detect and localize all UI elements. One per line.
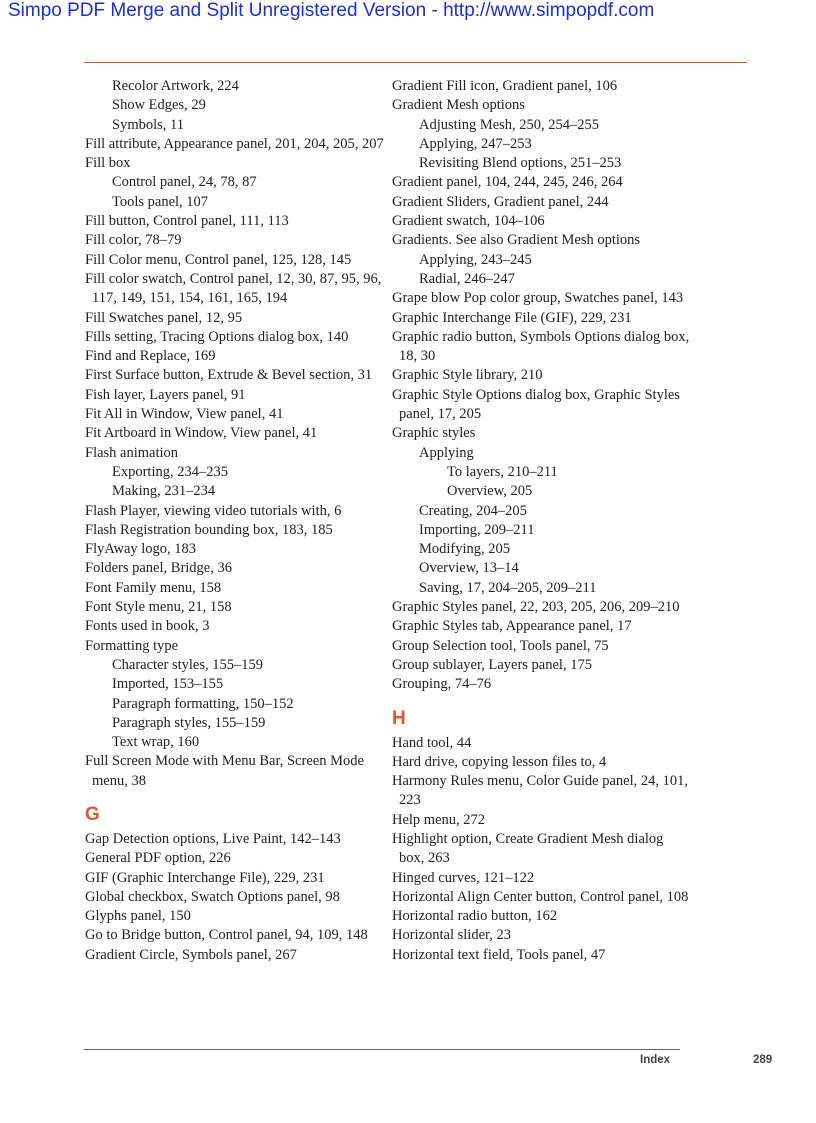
index-entry: Fill attribute, Appearance panel, 201, 204, 205, 207 xyxy=(85,135,384,152)
index-column-left xyxy=(85,77,385,965)
index-entry: Group Selection tool, Tools panel, 75 xyxy=(392,637,609,654)
index-entry: Graphic Styles panel, 22, 203, 205, 206, 209–210 xyxy=(392,599,680,616)
top-rule xyxy=(84,62,747,63)
index-subentry: Applying, 243–245 xyxy=(419,251,532,268)
index-subentry: Creating, 204–205 xyxy=(419,502,527,519)
index-entry: Flash Registration bounding box, 183, 185 xyxy=(85,521,333,538)
index-entry: General PDF option, 226 xyxy=(85,850,231,867)
index-entry: Flash animation xyxy=(85,444,179,461)
index-subentry: Making, 231–234 xyxy=(112,483,216,500)
index-subentry: Radial, 246–247 xyxy=(419,270,515,287)
index-entry: Gradients. See also Gradient Mesh options xyxy=(392,232,641,249)
index-subentry: Adjusting Mesh, 250, 254–255 xyxy=(419,116,600,133)
index-entry: Fills setting, Tracing Options dialog box, 140 xyxy=(85,328,349,345)
index-entry: Fit Artboard in Window, View panel, 41 xyxy=(85,425,318,442)
index-entry: Highlight option, Create Gradient Mesh dialog box, 263 xyxy=(392,830,664,867)
index-entry: Graphic Interchange File (GIF), 229, 231 xyxy=(392,309,632,326)
index-subentry: Tools panel, 107 xyxy=(112,193,209,210)
index-subentry: Exporting, 234–235 xyxy=(112,463,228,480)
index-entry: Go to Bridge button, Control panel, 94, 109, 148 xyxy=(85,927,368,944)
index-entry: Graphic Style library, 210 xyxy=(392,367,543,384)
section-letter-g: G xyxy=(85,803,100,825)
footer-section-label: Index xyxy=(640,1054,671,1066)
index-entry: Formatting type xyxy=(85,637,179,654)
index-subentry: Character styles, 155–159 xyxy=(112,656,264,673)
index-entry: Glyphs panel, 150 xyxy=(85,908,191,925)
index-entry: Find and Replace, 169 xyxy=(85,348,216,365)
index-entry: Global checkbox, Swatch Options panel, 98 xyxy=(85,888,340,905)
index-subentry: Modifying, 205 xyxy=(419,541,511,558)
index-subentry: Recolor Artwork, 224 xyxy=(112,78,239,94)
index-entry: Fish layer, Layers panel, 91 xyxy=(85,386,246,403)
index-entry: Flash Player, viewing video tutorials with, 6 xyxy=(85,502,342,519)
index-entry: Fit All in Window, View panel, 41 xyxy=(85,406,284,423)
index-entry: Harmony Rules menu, Color Guide panel, 24, 101, 223 xyxy=(392,773,688,809)
page-number: 289 xyxy=(753,1054,773,1066)
index-entry: Fill box xyxy=(85,155,131,172)
index-entry: Fill Swatches panel, 12, 95 xyxy=(85,309,243,326)
index-entry: Fill Color menu, Control panel, 125, 128, 145 xyxy=(85,251,352,268)
section-letter-h: H xyxy=(392,707,406,729)
index-entry: Hand tool, 44 xyxy=(392,734,472,751)
index-entry: Graphic Styles tab, Appearance panel, 17 xyxy=(392,618,632,635)
index-subentry: Saving, 17, 204–205, 209–211 xyxy=(419,579,597,596)
index-subentry: Show Edges, 29 xyxy=(112,97,206,114)
index-entry: Graphic styles xyxy=(392,425,476,442)
index-entry: Hard drive, copying lesson files to, 4 xyxy=(392,753,607,770)
index-entry: Help menu, 272 xyxy=(392,811,486,828)
index-entry: Folders panel, Bridge, 36 xyxy=(85,560,232,577)
index-entry: Horizontal radio button, 162 xyxy=(392,908,558,925)
index-entry: Horizontal slider, 23 xyxy=(392,927,512,944)
index-subentry: To layers, 210–211 xyxy=(447,463,558,480)
index-entry: Grouping, 74–76 xyxy=(392,676,492,693)
index-subentry: Applying, 247–253 xyxy=(419,135,532,152)
index-entry: Fill color, 78–79 xyxy=(85,232,182,249)
index-entry: Grape blow Pop color group, Swatches panel, 143 xyxy=(392,290,684,307)
index-column-right xyxy=(392,77,692,965)
index-entry: Font Family menu, 158 xyxy=(85,579,222,596)
index-entry: Fill color swatch, Control panel, 12, 30, 87, 95, 96, 117, 149, 151, 154, 161, 165, 194 xyxy=(85,270,382,307)
index-entry: GIF (Graphic Interchange File), 229, 231 xyxy=(85,869,325,886)
index-subentry: Text wrap, 160 xyxy=(112,734,200,751)
index-entry: Full Screen Mode with Menu Bar, Screen Mode menu, 38 xyxy=(85,753,364,789)
index-entry: Font Style menu, 21, 158 xyxy=(85,599,232,616)
index-entry: Gradient swatch, 104–106 xyxy=(392,213,545,230)
index-entry: Hinged curves, 121–122 xyxy=(392,869,535,886)
index-subentry: Paragraph formatting, 150–152 xyxy=(112,695,294,712)
index-entry: Gradient Fill icon, Gradient panel, 106 xyxy=(392,78,618,94)
footer-rule xyxy=(84,1049,680,1050)
index-entry: Gradient Sliders, Gradient panel, 244 xyxy=(392,193,609,210)
index-subentry: Applying xyxy=(419,444,474,461)
index-entry: Horizontal Align Center button, Control panel, 108 xyxy=(392,888,689,905)
index-subentry: Importing, 209–211 xyxy=(419,521,535,538)
index-subentry: Overview, 13–14 xyxy=(419,560,519,577)
index-subentry: Control panel, 24, 78, 87 xyxy=(112,174,257,191)
index-entry: Group sublayer, Layers panel, 175 xyxy=(392,656,592,673)
index-entry: Graphic radio button, Symbols Options dialog box, 18, 30 xyxy=(392,328,690,365)
index-entry: Gradient panel, 104, 244, 245, 246, 264 xyxy=(392,174,623,191)
index-entry: Graphic Style Options dialog box, Graphic Styles panel, 17, 205 xyxy=(392,386,680,423)
index-subentry: Symbols, 11 xyxy=(112,116,184,133)
index-subentry: Imported, 153–155 xyxy=(112,676,224,693)
watermark-banner: Simpo PDF Merge and Split Unregistered Version - http://www.simpopdf.com xyxy=(8,0,655,21)
index-entry: First Surface button, Extrude & Bevel section, 31 xyxy=(85,367,373,384)
index-entry: Horizontal text field, Tools panel, 47 xyxy=(392,946,606,963)
index-entry: Gradient Mesh options xyxy=(392,97,525,114)
index-entry: Gradient Circle, Symbols panel, 267 xyxy=(85,946,297,963)
index-entry: Fonts used in book, 3 xyxy=(85,618,210,635)
index-entry: Gap Detection options, Live Paint, 142–143 xyxy=(85,830,341,847)
index-subentry: Paragraph styles, 155–159 xyxy=(112,714,266,731)
index-entry: Fill button, Control panel, 111, 113 xyxy=(85,213,289,230)
index-entry: FlyAway logo, 183 xyxy=(85,541,197,558)
index-subentry: Overview, 205 xyxy=(447,483,533,500)
index-subentry: Revisiting Blend options, 251–253 xyxy=(419,155,622,172)
